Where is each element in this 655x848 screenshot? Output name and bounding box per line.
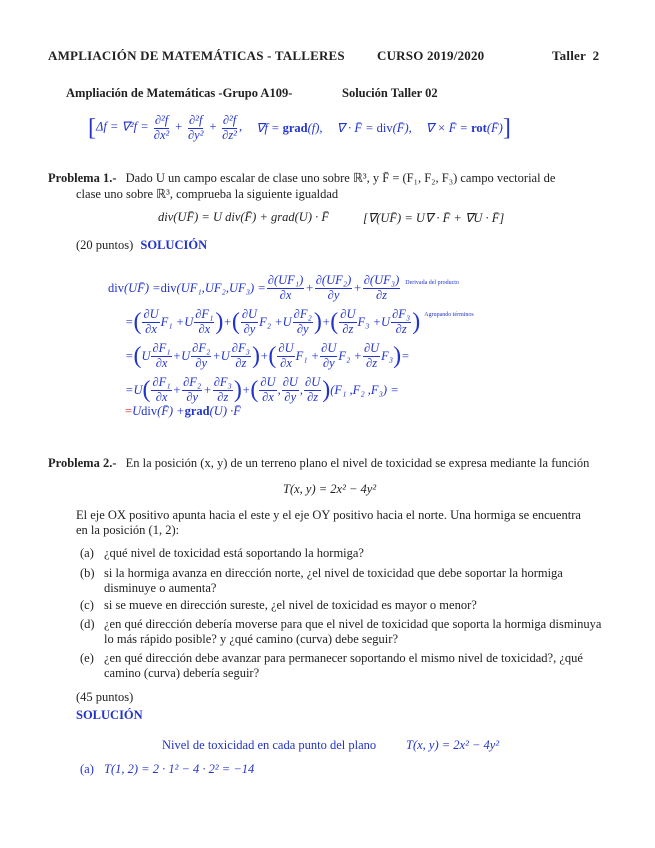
derivation-step-3: = ( U $\frac{\text{∂F₁}}{\partial x}$ + U $\frac{\text{∂F₂}}{\partial y}$ + U $\frac{\text{∂F₃}}{\partial z}$ ) + ( $\frac{\partial U}{\partial x}$ F ₁ + $\frac{\partial U}{\partial y}$ F ₂ + $\frac{\partial U}{\partial z}$ F ₃ ) = (125, 341, 410, 370)
toxicity-level-text: Nivel de toxicidad en cada punto del plano (162, 738, 377, 752)
header-academic-year: CURSO 2019/2020 (377, 48, 485, 63)
problem1-statement-line2: clase uno sobre ℝ³, comprueba la siguiente igualdad (76, 187, 339, 201)
annotation-product-rule: Derivada del producto (405, 280, 459, 286)
problem1-statement (48, 170, 608, 186)
problem1-solution-label: SOLUCIÓN (140, 238, 208, 252)
toxicity-level-function: T(x, y) = 2x² − 4y² (406, 738, 500, 752)
derivation-step-2: = ( $\frac{\partial U}{\partial x}$ F ₁ + U $\frac{\text{∂F₁}}{\partial x}$ ) + ( $\frac{\partial U}{\partial y}$ F ₂ + U $\frac{\text{∂F₂}}{\partial y}$ ) + ( $\frac{\partial U}{\partial z}$ F ₃ + U $\frac{\text{∂F₃}}{\partial z}$ ) Agrupando términos (125, 307, 474, 336)
problem2-function: T(x, y) = 2x² − 4y² (283, 482, 377, 496)
laplacian-formula: Δf = ∇²f = $\frac{\text{∂²f}}{\text{∂x²}}$ + $\frac{\text{∂²f}}{\text{∂y²}}$ + $\frac{\text{∂²f}}{\text{∂z²}}$ , (96, 113, 243, 142)
derivation-step-5: = U div ( F̄ ) + grad ( U ) · F̄ (125, 403, 241, 418)
header-course-title: AMPLIACIÓN DE MATEMÁTICAS - TALLERES (48, 48, 345, 63)
annotation-group-terms: Agrupando términos (424, 312, 474, 318)
problem2-item-c: (c) si se mueve en dirección sureste, ¿el nivel de toxicidad es mayor o menor? (80, 598, 477, 612)
group-title: Ampliación de Matemáticas -Grupo A109- (66, 86, 293, 100)
derivation-step-4: = U ( $\frac{\text{∂F₁}}{\partial x}$ + $\frac{\text{∂F₂}}{\partial y}$ + $\frac{\text{∂F₃}}{\partial z}$ ) + ( $\frac{\partial U}{\partial x}$ , $\frac{\partial U}{\partial y}$ , $\frac{\partial U}{\partial z}$ ) ( F ₁ , F ₂ , F ₃) = (125, 375, 399, 404)
problem2-points: (45 puntos) (76, 690, 134, 704)
header-workshop-number: Taller 2 (552, 48, 600, 63)
problem1-identity-nabla: [∇(UF̄) = U∇ · F̄ + ∇U · F̄] (363, 211, 505, 225)
solution-title: Solución Taller 02 (342, 86, 438, 100)
problem2-axes-line1: El eje OX positivo apunta hacia el este y el eje OY positivo hacia el norte. Una hormiga se encuentra (76, 508, 581, 522)
problem2-statement (48, 456, 618, 471)
divergence-formula: ∇ · F̄ = div(F̄), (336, 121, 412, 135)
problem1-points-line (76, 238, 207, 253)
problem1-statement-line1: Dado U un campo escalar de clase uno sobre ℝ³, y F̄ = (F₁, F₂, F₃) campo vectorial de (125, 171, 556, 185)
right-bracket: ] (502, 115, 511, 141)
problem2-item-b: (b) si la hormiga avanza en dirección norte, ¿el nivel de toxicidad que debe soportar la hormiga disminuye o aumenta? (80, 566, 563, 595)
gradient-formula: ∇f = grad(f), (256, 121, 323, 135)
left-bracket: [ (88, 115, 96, 141)
problem2-item-d: (d) ¿en qué dirección debería moverse para que el nivel de toxicidad que soporta la hormiga disminuya lo más rápido posible? y ¿qué camino (curva) debe seguir? (80, 617, 602, 646)
problem2-title: Problema 2.- (48, 456, 117, 470)
problem2-axes-line2: en la posición (1, 2): (76, 523, 180, 537)
problem1-title: Problema 1.- (48, 171, 117, 185)
formula-reference-box (88, 110, 548, 146)
problem2-item-e: (e) ¿en qué dirección debe avanzar para permanecer soportando el mismo nivel de toxicidad?, ¿qué camino (curva) debería seguir? (80, 651, 583, 680)
problem2-statement-text: En la posición (x, y) de un terreno plano el nivel de toxicidad se expresa mediante la función (125, 456, 590, 470)
curl-formula: ∇ × F̄ = rot(F̄) (425, 121, 503, 135)
problem2-solution-label: SOLUCIÓN (76, 708, 143, 722)
answer-a: (a) T(1, 2) = 2 · 1² − 4 · 2² = −14 (80, 762, 255, 776)
derivation-step-1: div ( UF̄ ) = div ( UF ₁, UF ₂, UF ₃) = $\frac{\text{∂(UF₁)}}{\partial x}$ + $\frac{\text{∂(UF₂)}}{\partial y}$ + $\frac{\text{∂(UF₃)}}{\partial z}$ Derivada del producto (108, 273, 459, 302)
problem1-identity: div(UF̄) = U div(F̄) + grad(U) · F̄ (158, 210, 329, 224)
problem1-points: (20 puntos) (76, 238, 134, 252)
problem2-item-a: (a) ¿qué nivel de toxicidad está soportando la hormiga? (80, 546, 364, 560)
